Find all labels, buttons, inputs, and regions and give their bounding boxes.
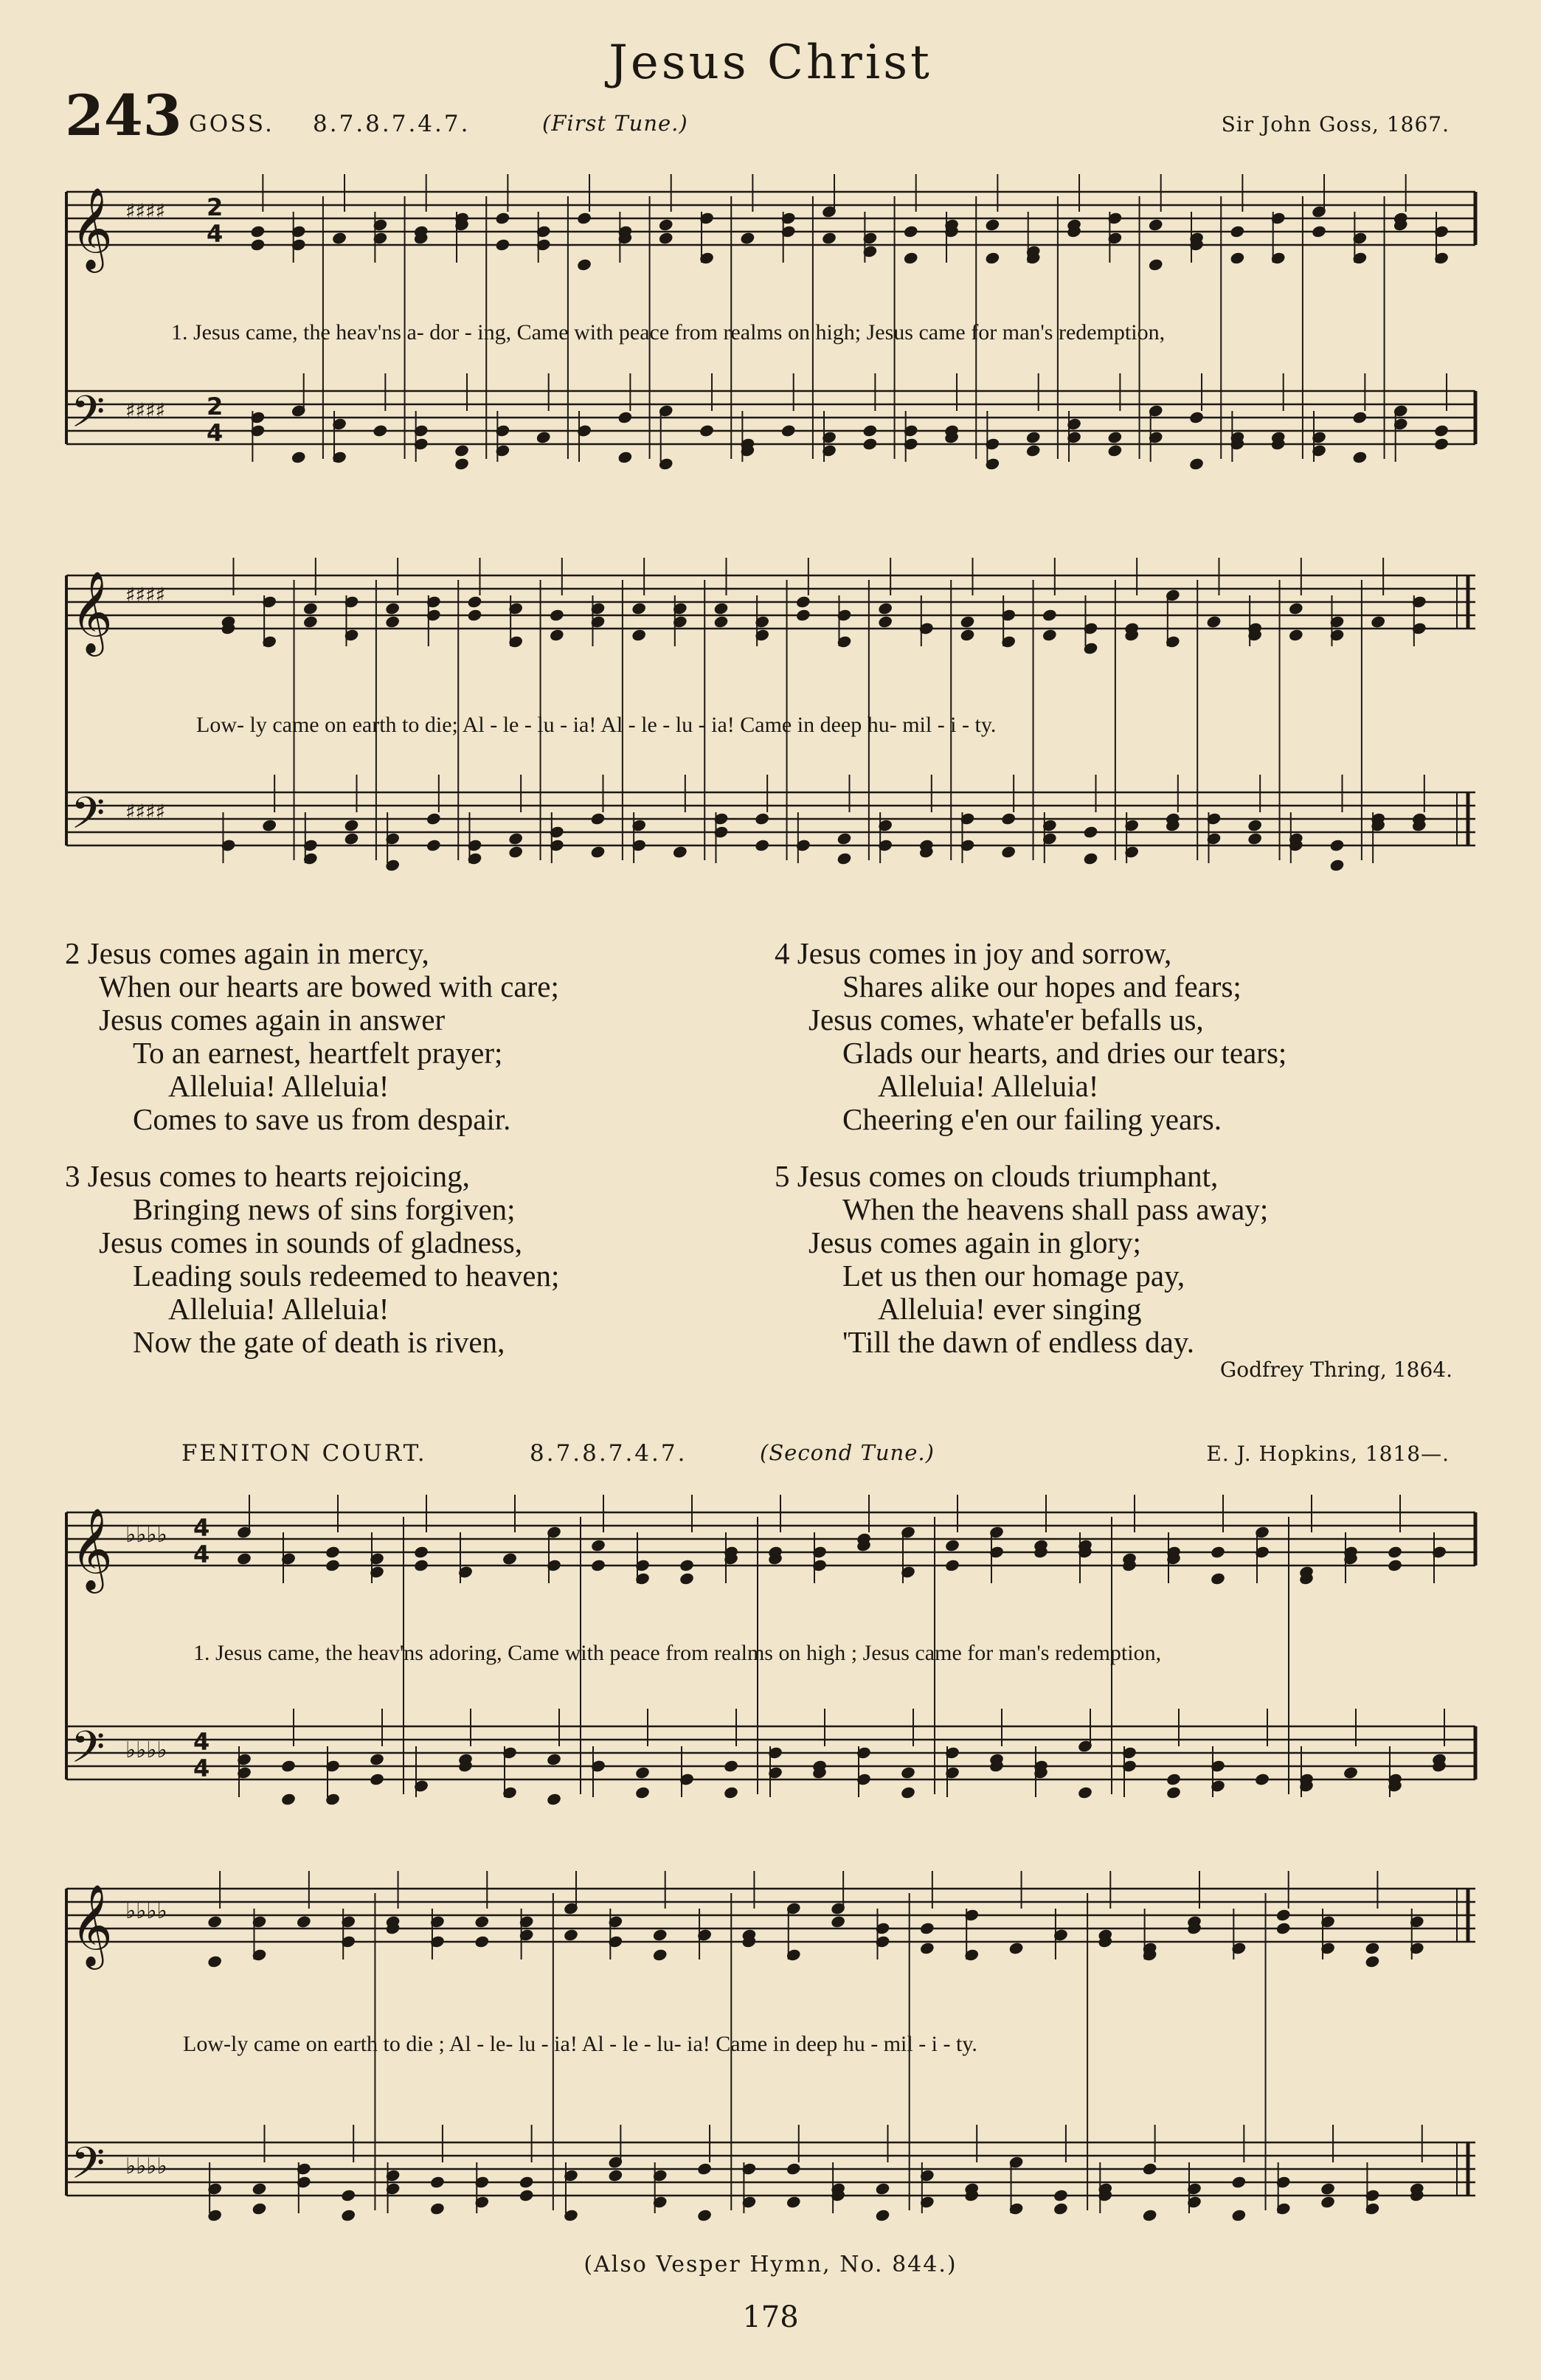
- tune2-lyrics-line1: 1. Jesus came, the heav'ns adoring, Came with peace from realms on high ; Jesus came for man's redemption,: [193, 1641, 1162, 1665]
- svg-text:𝄢: 𝄢: [71, 2137, 105, 2199]
- verse-3-line-2: Bringing news of sins forgiven;: [133, 1192, 516, 1226]
- notehead: [659, 232, 673, 245]
- verse-4: [775, 937, 1287, 1136]
- notehead: [901, 1767, 915, 1779]
- notehead: [519, 2176, 533, 2189]
- notehead: [796, 596, 810, 609]
- notehead: [904, 226, 918, 238]
- notehead: [1312, 226, 1326, 238]
- notehead: [468, 609, 482, 622]
- svg-text:𝄞: 𝄞: [71, 187, 113, 269]
- notehead: [426, 813, 440, 826]
- notehead: [618, 412, 632, 424]
- tune2-system2: [0, 1852, 1541, 2235]
- notehead: [536, 432, 550, 444]
- notehead: [1149, 259, 1163, 271]
- notehead: [837, 833, 851, 845]
- svg-text:4: 4: [193, 1728, 210, 1756]
- notehead: [1248, 820, 1262, 832]
- notehead: [1353, 412, 1367, 424]
- notehead: [781, 425, 795, 437]
- notehead: [755, 840, 769, 852]
- notehead: [344, 820, 359, 832]
- notehead: [796, 609, 810, 622]
- verse-4-line-1: 4 Jesus comes in joy and sorrow,: [775, 936, 1172, 970]
- notehead: [547, 1793, 561, 1806]
- notehead: [263, 820, 277, 832]
- notehead: [577, 259, 591, 271]
- notehead: [1320, 2183, 1334, 2196]
- notehead: [863, 425, 877, 437]
- notehead: [1353, 452, 1367, 464]
- notehead: [342, 2190, 356, 2202]
- verse-2-line-2: When our hearts are bowed with care;: [99, 969, 559, 1003]
- notehead: [653, 1949, 667, 1962]
- verse-3-line-6: Now the gate of death is riven,: [133, 1325, 505, 1359]
- notehead: [632, 603, 646, 615]
- tune2-meter: 8.7.8.7.4.7.: [530, 1440, 688, 1467]
- tune1-composer: Sir John Goss, 1867.: [1221, 112, 1450, 136]
- verse-4-line-5: Alleluia! Alleluia!: [878, 1069, 1099, 1103]
- notehead: [1434, 425, 1448, 437]
- notehead: [430, 2203, 444, 2215]
- notehead: [303, 603, 317, 615]
- notehead: [1108, 432, 1122, 444]
- notehead: [1365, 1956, 1379, 1968]
- notehead: [251, 239, 265, 252]
- tune2-lyrics-line2: Low-ly came on earth to die ; Al - le- lu - ia! Al - le - lu- ia! Came in deep hu - mil - i - ty.: [183, 2032, 977, 2056]
- notehead: [986, 219, 1000, 232]
- verse-5-line-4: Let us then our homage pay,: [842, 1259, 1185, 1293]
- notehead: [1232, 2176, 1246, 2189]
- verse-2-line-4: To an earnest, heartfelt prayer;: [133, 1036, 503, 1070]
- notehead: [291, 452, 305, 464]
- notehead: [325, 1546, 339, 1559]
- notehead: [1053, 2203, 1067, 2215]
- notehead: [755, 813, 769, 826]
- notehead: [1002, 846, 1016, 859]
- tune2-composer: E. J. Hopkins, 1818—.: [1206, 1442, 1450, 1466]
- notehead: [426, 840, 440, 852]
- notehead: [252, 2183, 266, 2196]
- notehead: [1166, 1787, 1180, 1799]
- notehead: [342, 2210, 356, 2222]
- notehead: [699, 425, 713, 437]
- notehead: [1434, 438, 1448, 451]
- notehead: [237, 1553, 251, 1566]
- notehead: [1026, 432, 1040, 444]
- notehead: [697, 2163, 711, 2176]
- notehead: [370, 1774, 384, 1786]
- notehead: [591, 1560, 605, 1572]
- notehead: [1320, 2196, 1334, 2209]
- svg-text:4: 4: [193, 1540, 210, 1568]
- tune2-system1: [0, 1483, 1541, 1808]
- notehead: [370, 1754, 384, 1766]
- notehead: [496, 239, 510, 252]
- notehead: [1207, 616, 1221, 629]
- notehead: [509, 846, 523, 859]
- verse-5-line-5: Alleluia! ever singing: [878, 1292, 1142, 1326]
- notehead: [653, 1929, 667, 1942]
- verse-5-line-3: Jesus comes again in glory;: [808, 1225, 1141, 1259]
- verse-2-line-5: Alleluia! Alleluia!: [168, 1069, 389, 1103]
- verse-4-line-4: Glads our hearts, and dries our tears;: [842, 1036, 1287, 1070]
- notehead: [1143, 2163, 1157, 2176]
- svg-text:2: 2: [207, 392, 224, 421]
- notehead: [679, 1573, 693, 1585]
- notehead: [1248, 833, 1262, 845]
- notehead: [550, 609, 564, 622]
- notehead: [901, 1787, 915, 1799]
- svg-text:2: 2: [207, 193, 224, 221]
- notehead: [1365, 1943, 1379, 1955]
- notehead: [1230, 252, 1244, 265]
- notehead: [863, 438, 877, 451]
- notehead: [986, 252, 1000, 265]
- notehead: [960, 616, 974, 629]
- notehead: [1388, 1560, 1402, 1572]
- notehead: [564, 1929, 578, 1942]
- verse-5-line-2: When the heavens shall pass away;: [842, 1192, 1269, 1226]
- notehead: [920, 1943, 934, 1955]
- svg-text:𝄞: 𝄞: [71, 1883, 113, 1966]
- notehead: [251, 226, 265, 238]
- notehead: [1330, 840, 1344, 852]
- notehead: [837, 853, 851, 865]
- notehead: [714, 603, 728, 615]
- category-heading: Jesus Christ: [609, 35, 932, 90]
- author-credit: Godfrey Thring, 1864.: [1219, 1357, 1452, 1382]
- svg-text:4: 4: [207, 419, 224, 447]
- notehead: [724, 1787, 738, 1799]
- notehead: [1289, 629, 1303, 642]
- verse-2-line-3: Jesus comes again in answer: [99, 1003, 446, 1037]
- svg-text:♭♭♭♭: ♭♭♭♭: [125, 2154, 167, 2179]
- footer-note: (Also Vesper Hymn, No. 844.): [583, 2252, 958, 2277]
- notehead: [344, 833, 359, 845]
- notehead: [414, 1560, 428, 1572]
- notehead: [697, 2210, 711, 2222]
- tune1-note: (First Tune.): [542, 111, 688, 136]
- verse-2-line-6: Comes to save us from despair.: [133, 1102, 511, 1136]
- notehead: [1084, 853, 1098, 865]
- notehead: [1143, 2210, 1157, 2222]
- notehead: [879, 603, 893, 615]
- tune1-system1: [0, 170, 1541, 494]
- svg-text:4: 4: [193, 1754, 210, 1782]
- notehead: [386, 603, 400, 615]
- verse-5-line-6: 'Till the dawn of endless day.: [842, 1325, 1194, 1359]
- notehead: [386, 616, 400, 629]
- notehead: [281, 1793, 295, 1806]
- verse-3-line-3: Jesus comes in sounds of gladness,: [99, 1225, 522, 1259]
- notehead: [1232, 2210, 1246, 2222]
- notehead: [1166, 1774, 1180, 1786]
- verse-3: [65, 1160, 559, 1359]
- verse-5-line-1: 5 Jesus comes on clouds triumphant,: [775, 1159, 1219, 1193]
- notehead: [509, 833, 523, 845]
- notehead: [414, 1546, 428, 1559]
- notehead: [945, 1560, 959, 1572]
- notehead: [679, 1560, 693, 1572]
- tune1-name: GOSS.: [189, 111, 274, 137]
- verse-3-line-4: Leading souls redeemed to heaven;: [133, 1259, 560, 1293]
- notehead: [635, 1767, 649, 1779]
- notehead: [454, 445, 468, 457]
- notehead: [876, 2183, 890, 2196]
- notehead: [1026, 445, 1040, 457]
- notehead: [673, 846, 687, 859]
- hymn-number: 243: [65, 83, 182, 148]
- notehead: [1108, 445, 1122, 457]
- notehead: [1211, 1546, 1225, 1559]
- notehead: [1002, 813, 1016, 826]
- notehead: [1189, 412, 1203, 424]
- svg-text:𝄞: 𝄞: [71, 1507, 113, 1590]
- svg-text:♭♭♭♭: ♭♭♭♭: [125, 1522, 167, 1548]
- verse-2-line-1: 2 Jesus comes again in mercy,: [65, 936, 429, 970]
- verse-5: [775, 1160, 1268, 1359]
- svg-text:𝄢: 𝄢: [71, 386, 105, 448]
- notehead: [1053, 2190, 1067, 2202]
- notehead: [208, 1916, 222, 1928]
- notehead: [741, 232, 755, 245]
- notehead: [876, 2210, 890, 2222]
- notehead: [208, 1956, 222, 1968]
- notehead: [786, 2163, 800, 2176]
- svg-text:♯♯♯♯: ♯♯♯♯: [125, 199, 166, 224]
- notehead: [519, 2190, 533, 2202]
- notehead: [1230, 226, 1244, 238]
- notehead: [1276, 1909, 1290, 1922]
- svg-text:♭♭♭♭: ♭♭♭♭: [125, 1898, 167, 1924]
- notehead: [430, 2176, 444, 2189]
- notehead: [822, 232, 836, 245]
- notehead: [1189, 458, 1203, 471]
- tune1-lyrics-line2: Low- ly came on earth to die; Al - le - lu - ia! Al - le - lu - ia! Came in deep hu- mil - i - ty.: [196, 713, 997, 737]
- notehead: [609, 2170, 623, 2182]
- notehead: [454, 458, 468, 471]
- notehead: [904, 252, 918, 265]
- notehead: [303, 616, 317, 629]
- verse-3-line-1: 3 Jesus comes to hearts rejoicing,: [65, 1159, 470, 1193]
- notehead: [577, 212, 591, 225]
- notehead: [252, 2203, 266, 2215]
- notehead: [591, 813, 605, 826]
- notehead: [1042, 609, 1056, 622]
- notehead: [496, 212, 510, 225]
- notehead: [632, 629, 646, 642]
- tune1-system2: [0, 539, 1541, 922]
- notehead: [373, 425, 387, 437]
- notehead: [960, 629, 974, 642]
- notehead: [1289, 603, 1303, 615]
- notehead: [547, 1754, 561, 1766]
- notehead: [724, 1760, 738, 1773]
- notehead: [1255, 1774, 1269, 1786]
- svg-text:𝄞: 𝄞: [71, 570, 113, 653]
- notehead: [1211, 1573, 1225, 1585]
- tune1-meter: 8.7.8.7.4.7.: [313, 111, 471, 137]
- notehead: [831, 1916, 845, 1928]
- notehead: [786, 2196, 800, 2209]
- notehead: [1388, 1546, 1402, 1559]
- notehead: [591, 846, 605, 859]
- tune2-name: FENITON COURT.: [181, 1440, 427, 1467]
- notehead: [297, 1916, 311, 1928]
- notehead: [325, 1560, 339, 1572]
- svg-text:♯♯♯♯: ♯♯♯♯: [125, 800, 166, 824]
- notehead: [550, 629, 564, 642]
- svg-text:4: 4: [207, 220, 224, 248]
- svg-text:4: 4: [193, 1514, 210, 1542]
- notehead: [1330, 859, 1344, 872]
- verse-4-line-6: Cheering e'en our failing years.: [842, 1102, 1222, 1136]
- notehead: [591, 1540, 605, 1552]
- notehead: [1078, 1787, 1092, 1799]
- notehead: [1042, 629, 1056, 642]
- verse-4-line-2: Shares alike our hopes and fears;: [842, 969, 1242, 1003]
- notehead: [1343, 1767, 1357, 1779]
- notehead: [281, 1760, 295, 1773]
- notehead: [1149, 219, 1163, 232]
- svg-text:𝄢: 𝄢: [71, 1721, 105, 1783]
- tune2-note: (Second Tune.): [760, 1440, 935, 1465]
- notehead: [879, 616, 893, 629]
- svg-text:♭♭♭♭: ♭♭♭♭: [125, 1737, 167, 1763]
- page-number: 178: [742, 2300, 799, 2334]
- tune1-lyrics-line1: 1. Jesus came, the heav'ns a- dor - ing, Came with peace from realms on high; Jesus came for man's redemption,: [171, 320, 1166, 345]
- notehead: [1276, 1923, 1290, 1935]
- notehead: [475, 1936, 489, 1948]
- notehead: [635, 1787, 649, 1799]
- svg-text:♯♯♯♯: ♯♯♯♯: [125, 398, 166, 423]
- svg-text:♯♯♯♯: ♯♯♯♯: [125, 583, 166, 607]
- notehead: [1371, 616, 1385, 629]
- notehead: [659, 219, 673, 232]
- notehead: [1084, 826, 1098, 839]
- verse-3-line-5: Alleluia! Alleluia!: [168, 1292, 389, 1326]
- verse-4-line-3: Jesus comes, whate'er befalls us,: [808, 1003, 1204, 1037]
- svg-text:𝄢: 𝄢: [71, 787, 105, 849]
- notehead: [502, 1553, 516, 1566]
- notehead: [618, 452, 632, 464]
- notehead: [945, 1540, 959, 1552]
- notehead: [1009, 1943, 1023, 1955]
- notehead: [714, 616, 728, 629]
- verse-2: [65, 937, 559, 1136]
- notehead: [332, 232, 346, 245]
- notehead: [475, 1916, 489, 1928]
- notehead: [468, 596, 482, 609]
- notehead: [920, 1923, 934, 1935]
